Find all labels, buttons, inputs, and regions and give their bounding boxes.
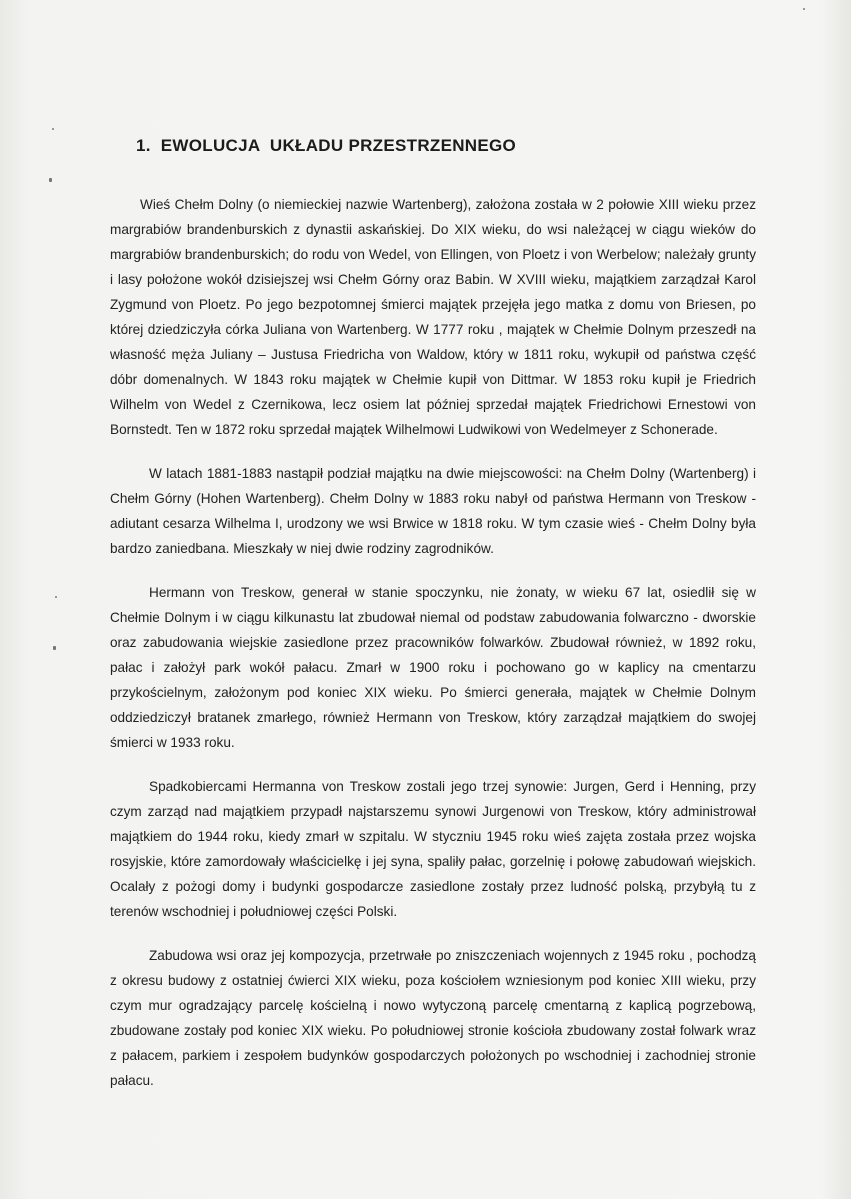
section-title: EWOLUCJA UKŁADU PRZESTRZENNEGO <box>160 136 517 155</box>
scan-speck <box>52 128 54 130</box>
scan-speck <box>803 8 805 10</box>
paragraph-history-5: Zabudowa wsi oraz jej kompozycja, przetrwałe po zniszczeniach wojennych z 1945 roku , pochodzą z okresu budowy z ostatniej ćwierci XIX wieku, poza kościołem wzniesionym pod koniec XIII wieku, przy czym mur ogradzający parcelę kościelną i nowo wytyczoną parcelę cmentarną z kaplicą pogrzebową, zbudowane zostały pod koniec XIX wieku. Po południowej stronie kościoła zbudowany został folwark wraz z pałacem, parkiem i zespołem budynków gospodarczych położonych po wschodniej i zachodniej stronie pałacu. <box>110 948 756 1088</box>
paragraph-history-2: W latach 1881-1883 nastąpił podział majątku na dwie miejscowości: na Chełm Dolny (Wartenberg) i Chełm Górny (Hohen Wartenberg). Chełm Dolny w 1883 roku nabył od państwa Hermann von Treskow - adiutant cesarza Wilhelma I, urodzony we wsi Brwice w 1818 roku. W tym czasie wieś - Chełm Dolny była bardzo zaniedbana. Mieszkały w niej dwie rodziny zagrodników. <box>110 466 756 556</box>
section-number: 1. <box>136 136 151 155</box>
paragraph-history-3: Hermann von Treskow, generał w stanie spoczynku, nie żonaty, w wieku 67 lat, osiedlił się w Chełmie Dolnym i w ciągu kilkunastu lat zbudował niemal od podstaw zabudowania folwarczno - dworskie oraz zabudowania wiejskie zasiedlone przez pracowników folwarków. Zbudował również, w 1892 roku, pałac i założył park wokół pałacu. Zmarł w 1900 roku i pochowano go w kaplicy na cmentarzu przykościelnym, założonym pod koniec XIX wieku. Po śmierci generała, majątek w Chełmie Dolnym oddziedziczył bratanek zmarłego, również Hermann von Treskow, który zarządzał majątkiem do swojej śmierci w 1933 roku. <box>110 585 756 750</box>
paragraph-history-4: Spadkobiercami Hermanna von Treskow zostali jego trzej synowie: Jurgen, Gerd i Henning, przy czym zarząd nad majątkiem przypadł najstarszemu synowi Jurgenowi von Treskow, który administrował majątkiem do 1944 roku, kiedy zmarł w szpitalu. W styczniu 1945 roku wieś zajęta została przez wojska rosyjskie, które zamordowały właścicielkę i jej syna, spaliły pałac, gorzelnię i połowę zabudowań wiejskich. Ocalały z pożogi domy i budynki gospodarcze zasiedlone zostały przez ludność polską, przybyłą tu z terenów wschodniej i południowej części Polski. <box>110 779 756 919</box>
body-text <box>110 192 756 1112</box>
scan-speck <box>53 646 56 650</box>
paragraph-history-1: Wieś Chełm Dolny (o niemieckiej nazwie Wartenberg), założona została w 2 połowie XIII wieku przez margrabiów brandenburskich z dynastii askańskiej. Do XIX wieku, do wsi należącej w ciągu wieków do margrabiów brandenburskich; do rodu von Wedel, von Ellingen, von Ploetz i von Werbelow; należały grunty i lasy położone wokół dzisiejszej wsi Chełm Górny oraz Babin. W XVIII wieku, majątkiem zarządzał Karol Zygmund von Ploetz. Po jego bezpotomnej śmierci majątek przejęła jego matka z domu von Briesen, po której dziedziczyła córka Juliana von Wartenberg. W 1777 roku , majątek w Chełmie Dolnym przeszedł na własność męża Juliany – Justusa Friedricha von Waldow, który w 1811 roku, wykupił od państwa część dóbr domenalnych. W 1843 roku majątek w Chełmie kupił von Dittmar. W 1853 roku kupił je Friedrich Wilhelm von Wedel z Czernikowa, lecz osiem lat później sprzedał majątek Friedrichowi Ernestowi von Bornstedt. Ten w 1872 roku sprzedał majątek Wilhelmowi Ludwikowi von Wedelmeyer z Schonerade. <box>110 197 756 437</box>
section-heading <box>136 136 516 156</box>
scan-speck <box>49 178 52 182</box>
scan-speck <box>55 596 57 598</box>
